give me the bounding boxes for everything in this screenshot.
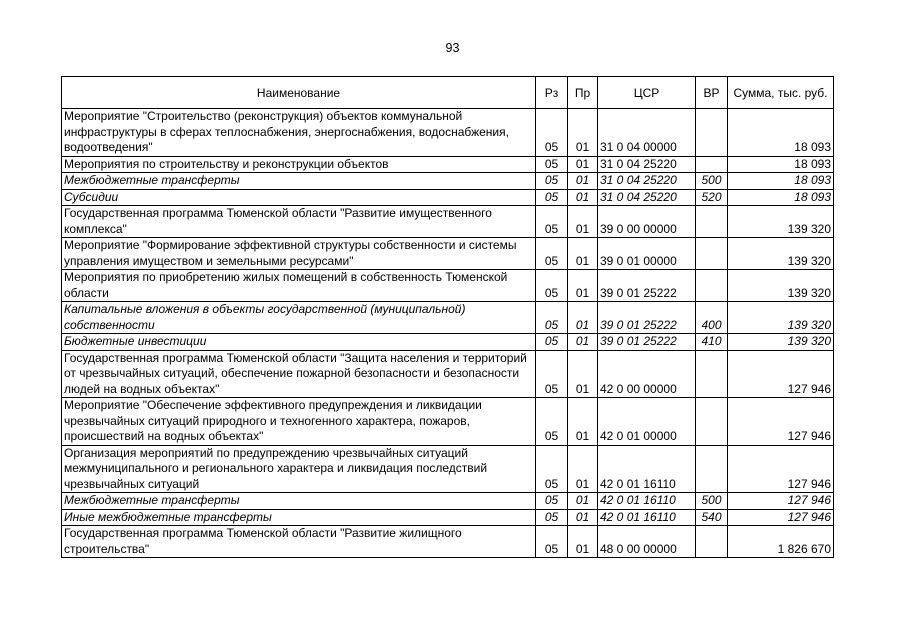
cell-sum: 127 946 <box>728 509 834 526</box>
cell-rz: 05 <box>536 509 568 526</box>
cell-vr: 500 <box>696 493 728 510</box>
cell-rz: 05 <box>536 238 568 270</box>
cell-rz: 05 <box>536 156 568 173</box>
header-sum: Сумма, тыс. руб. <box>728 77 834 109</box>
cell-csr: 42 0 01 00000 <box>598 398 696 446</box>
cell-name: Мероприятия по строительству и реконструкции объектов <box>62 156 536 173</box>
cell-vr: 520 <box>696 189 728 206</box>
table-row <box>62 350 834 398</box>
cell-name: Иные межбюджетные трансферты <box>62 509 536 526</box>
cell-vr <box>696 526 728 558</box>
header-rz: Рз <box>536 77 568 109</box>
cell-rz: 05 <box>536 526 568 558</box>
cell-vr <box>696 270 728 302</box>
table-row <box>62 526 834 558</box>
cell-vr <box>696 445 728 493</box>
cell-vr: 400 <box>696 302 728 334</box>
cell-name: Государственная программа Тюменской области "Развитие имущественного комплекса" <box>62 206 536 238</box>
cell-rz: 05 <box>536 302 568 334</box>
cell-vr <box>696 206 728 238</box>
cell-csr: 42 0 01 16110 <box>598 509 696 526</box>
cell-pr: 01 <box>568 189 598 206</box>
cell-rz: 05 <box>536 350 568 398</box>
cell-csr: 42 0 01 16110 <box>598 493 696 510</box>
cell-name: Мероприятие "Строительство (реконструкция) объектов коммунальной инфраструктуры в сферах теплоснабжения, энергоснабжения, водоснабжения, водоотведения" <box>62 109 536 157</box>
cell-sum: 127 946 <box>728 350 834 398</box>
cell-vr <box>696 350 728 398</box>
table-row <box>62 509 834 526</box>
cell-sum: 139 320 <box>728 206 834 238</box>
cell-rz: 05 <box>536 445 568 493</box>
cell-sum: 18 093 <box>728 189 834 206</box>
cell-sum: 127 946 <box>728 493 834 510</box>
cell-pr: 01 <box>568 398 598 446</box>
cell-name: Бюджетные инвестиции <box>62 334 536 351</box>
cell-pr: 01 <box>568 334 598 351</box>
table-row <box>62 109 834 157</box>
cell-vr <box>696 109 728 157</box>
cell-name: Организация мероприятий по предупреждению чрезвычайных ситуаций межмуниципального и регионального характера и ликвидация последствий чрезвычайных ситуаций <box>62 445 536 493</box>
cell-csr: 39 0 00 00000 <box>598 206 696 238</box>
table-row <box>62 493 834 510</box>
cell-csr: 42 0 01 16110 <box>598 445 696 493</box>
cell-csr: 31 0 04 25220 <box>598 156 696 173</box>
header-csr: ЦСР <box>598 77 696 109</box>
header-name: Наименование <box>62 77 536 109</box>
table-row <box>62 189 834 206</box>
cell-sum: 18 093 <box>728 173 834 190</box>
page-number: 93 <box>445 41 460 55</box>
cell-csr: 39 0 01 25222 <box>598 270 696 302</box>
cell-pr: 01 <box>568 350 598 398</box>
cell-name: Мероприятие "Формирование эффективной структуры собственности и системы управления имуществом и земельными ресурсами" <box>62 238 536 270</box>
table-row <box>62 445 834 493</box>
cell-sum: 139 320 <box>728 302 834 334</box>
cell-csr: 31 0 04 25220 <box>598 173 696 190</box>
table-row <box>62 302 834 334</box>
cell-vr <box>696 156 728 173</box>
cell-pr: 01 <box>568 156 598 173</box>
cell-pr: 01 <box>568 109 598 157</box>
cell-name: Мероприятия по приобретению жилых помещений в собственность Тюменской области <box>62 270 536 302</box>
cell-pr: 01 <box>568 493 598 510</box>
cell-csr: 42 0 00 00000 <box>598 350 696 398</box>
cell-name: Межбюджетные трансферты <box>62 493 536 510</box>
budget-table <box>61 76 834 558</box>
cell-csr: 31 0 04 25220 <box>598 189 696 206</box>
header-pr: Пр <box>568 77 598 109</box>
cell-name: Капитальные вложения в объекты государственной (муниципальной) собственности <box>62 302 536 334</box>
table-header-row <box>62 77 834 109</box>
header-vr: ВР <box>696 77 728 109</box>
cell-pr: 01 <box>568 526 598 558</box>
cell-rz: 05 <box>536 398 568 446</box>
table-body <box>62 109 834 558</box>
cell-rz: 05 <box>536 493 568 510</box>
cell-csr: 39 0 01 00000 <box>598 238 696 270</box>
cell-name: Субсидии <box>62 189 536 206</box>
cell-csr: 39 0 01 25222 <box>598 334 696 351</box>
cell-sum: 139 320 <box>728 238 834 270</box>
cell-name: Государственная программа Тюменской области "Развитие жилищного строительства" <box>62 526 536 558</box>
table-row <box>62 173 834 190</box>
table-row <box>62 334 834 351</box>
cell-rz: 05 <box>536 334 568 351</box>
cell-vr: 540 <box>696 509 728 526</box>
cell-sum: 127 946 <box>728 445 834 493</box>
cell-rz: 05 <box>536 109 568 157</box>
cell-pr: 01 <box>568 173 598 190</box>
table-row <box>62 206 834 238</box>
table-row <box>62 156 834 173</box>
cell-sum: 127 946 <box>728 398 834 446</box>
cell-sum: 139 320 <box>728 334 834 351</box>
cell-rz: 05 <box>536 173 568 190</box>
cell-sum: 1 826 670 <box>728 526 834 558</box>
cell-csr: 48 0 00 00000 <box>598 526 696 558</box>
cell-pr: 01 <box>568 445 598 493</box>
cell-rz: 05 <box>536 189 568 206</box>
cell-rz: 05 <box>536 206 568 238</box>
cell-sum: 139 320 <box>728 270 834 302</box>
cell-csr: 39 0 01 25222 <box>598 302 696 334</box>
table-row <box>62 398 834 446</box>
cell-csr: 31 0 04 00000 <box>598 109 696 157</box>
cell-pr: 01 <box>568 509 598 526</box>
cell-name: Мероприятие "Обеспечение эффективного предупреждения и ликвидации чрезвычайных ситуаций природного и техногенного характера, пожаров, происшествий на водных объектах" <box>62 398 536 446</box>
cell-pr: 01 <box>568 302 598 334</box>
cell-rz: 05 <box>536 270 568 302</box>
cell-vr <box>696 238 728 270</box>
cell-pr: 01 <box>568 270 598 302</box>
cell-name: Межбюджетные трансферты <box>62 173 536 190</box>
table-row <box>62 270 834 302</box>
cell-pr: 01 <box>568 206 598 238</box>
cell-vr: 500 <box>696 173 728 190</box>
table-row <box>62 238 834 270</box>
cell-pr: 01 <box>568 238 598 270</box>
cell-name: Государственная программа Тюменской области "Защита населения и территорий от чрезвычайных ситуаций, обеспечение пожарной безопасности и безопасности людей на водных объектах" <box>62 350 536 398</box>
cell-sum: 18 093 <box>728 156 834 173</box>
cell-vr: 410 <box>696 334 728 351</box>
cell-vr <box>696 398 728 446</box>
cell-sum: 18 093 <box>728 109 834 157</box>
